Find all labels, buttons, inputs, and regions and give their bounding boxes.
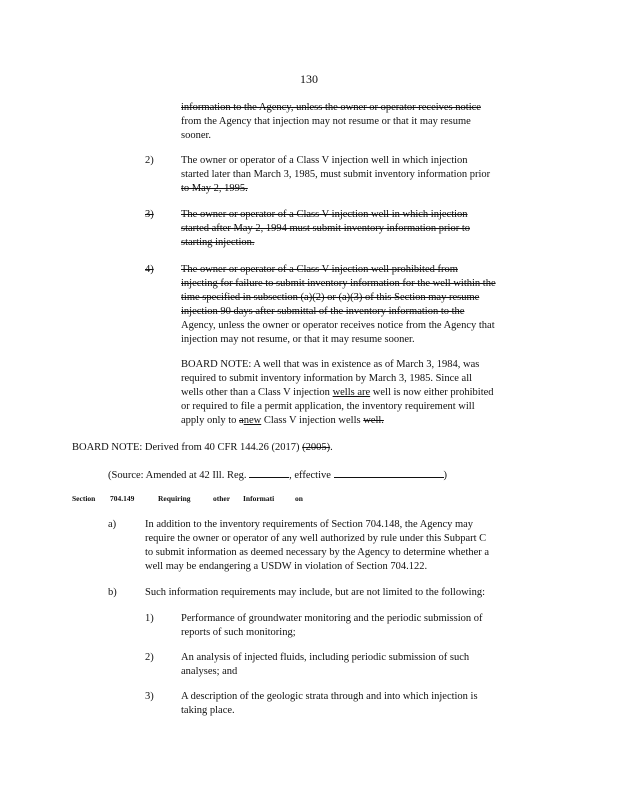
text-line	[108, 466, 508, 483]
blank-line	[334, 466, 444, 478]
text-line: The owner or operator of a Class V injection well in which injection	[181, 209, 468, 220]
text-line: injection may not resume, or that it may resume sooner.	[181, 334, 415, 345]
item-number: 3)	[145, 209, 154, 220]
board-note	[181, 358, 529, 428]
page-number: 130	[300, 72, 318, 86]
text-line: well may be endangering a USDW in violation of Section 704.122.	[145, 561, 428, 572]
item-4-paragraph	[181, 263, 539, 347]
item-number: 1)	[145, 613, 154, 624]
text-run: BOARD NOTE: Derived from 40 CFR 144.26 (2017)	[72, 442, 303, 453]
subsection-b-2	[181, 651, 539, 679]
item-number: a)	[108, 519, 117, 530]
subsection-b-1	[181, 612, 539, 640]
text-line: analyses; and	[181, 666, 238, 677]
derived-note	[72, 441, 472, 455]
text-line: Performance of groundwater monitoring and the periodic submission of	[181, 613, 483, 624]
deleted-text: (2005)	[302, 442, 331, 453]
text-line: starting injection.	[181, 237, 255, 248]
text-line: An analysis of injected fluids, including periodic submission of such	[181, 652, 470, 663]
text-run: (Source: Amended at 42 Ill. Reg.	[108, 470, 250, 481]
text-line: injecting for failure to submit inventory information for the well within the	[181, 278, 496, 289]
text-line: started after May 2, 1994 must submit inventory information prior to	[181, 223, 470, 234]
text-run: well is now either prohibited	[370, 387, 494, 398]
text-line: In addition to the inventory requirements of Section 704.148, the Agency may	[145, 519, 474, 530]
text-line	[181, 414, 529, 428]
subsection-b	[145, 586, 541, 600]
text-line: Agency, unless the owner or operator receives notice from the Agency that	[181, 320, 495, 331]
text-line: A description of the geologic strata through and into which injection is	[181, 691, 478, 702]
item-2-paragraph	[181, 154, 539, 196]
deleted-text: well.	[363, 415, 384, 426]
text-line: injection 90 days after submittal of the inventory information to the	[181, 306, 465, 317]
text-line: from the Agency that injection may not resume or that it may resume	[181, 116, 471, 127]
text-line: required to submit inventory information by March 3, 1985. Since all	[181, 373, 473, 384]
continued-paragraph	[181, 101, 539, 143]
text-line: taking place.	[181, 705, 235, 716]
text-line	[181, 386, 529, 400]
section-title-word: Informati	[243, 494, 275, 503]
text-line: time specified in subsection (a)(2) or (a)(3) of this Section may resume	[181, 292, 480, 303]
item-number: 2)	[145, 155, 154, 166]
text-run: .	[330, 442, 333, 453]
item-number: 3)	[145, 691, 154, 702]
text-line: reports of such monitoring;	[181, 627, 296, 638]
text-line: require the owner or operator of any well authorized by rule under this Subpart C	[145, 533, 487, 544]
source-note	[108, 466, 508, 483]
item-number: 2)	[145, 652, 154, 663]
text-line: to submit information as deemed necessary by the Agency to determine whether a	[145, 547, 490, 558]
text-line: BOARD NOTE: A well that was in existence as of March 3, 1984, was	[181, 359, 480, 370]
subsection-a	[145, 518, 541, 574]
inserted-text: wells are	[332, 387, 371, 398]
text-line: sooner.	[181, 130, 212, 141]
text-run: Class V injection wells	[261, 415, 364, 426]
text-line: information to the Agency, unless the owner or operator receives notice	[181, 102, 481, 113]
text-line: Such information requirements may include, but are not limited to the following:	[145, 587, 486, 598]
section-label: Section	[72, 494, 96, 503]
item-number: b)	[108, 587, 117, 598]
text-line	[72, 441, 472, 455]
text-line: to May 2, 1995.	[181, 183, 248, 194]
text-line: started later than March 3, 1985, must submit inventory information prior	[181, 169, 491, 180]
section-title-word: on	[295, 494, 303, 503]
section-title-word: other	[213, 494, 231, 503]
text-run: apply only to	[181, 415, 240, 426]
section-number: 704.149	[110, 494, 135, 503]
subsection-b-3	[181, 690, 539, 718]
text-line: The owner or operator of a Class V injection well prohibited from	[181, 264, 458, 275]
inserted-text: new	[243, 415, 262, 426]
section-title-word: Requiring	[158, 494, 191, 503]
deleted-text: a	[239, 415, 244, 426]
blank-line	[249, 466, 289, 478]
item-number: 4)	[145, 264, 154, 275]
text-run: , effective	[289, 470, 334, 481]
text-line: or required to file a permit application, the inventory requirement will	[181, 401, 475, 412]
item-3-paragraph	[181, 208, 539, 250]
text-run: wells other than a Class V injection	[181, 387, 333, 398]
text-line: The owner or operator of a Class V injection well in which injection	[181, 155, 468, 166]
text-run: )	[443, 470, 448, 481]
